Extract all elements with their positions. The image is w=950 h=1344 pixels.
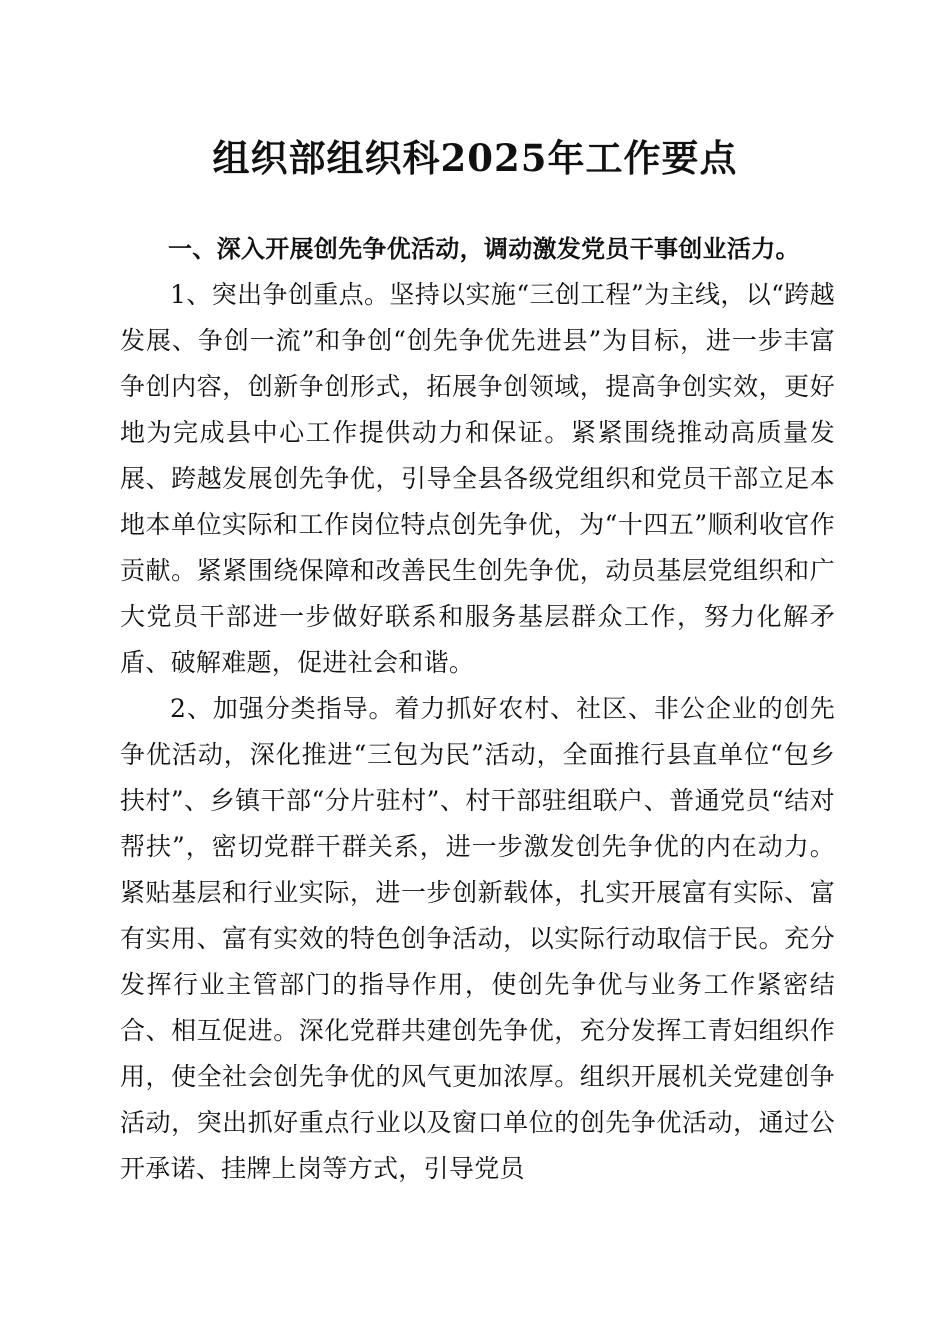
document-body [120,226,835,1192]
document-title: 组织部组织科2025年工作要点 [212,136,738,180]
section-heading: 一、深入开展创先争优活动，调动激发党员干事创业活力。 [168,235,800,263]
body-paragraph: 2、加强分类指导。着力抓好农村、社区、非公企业的创先争优活动，深化推进“三包为民”活动，全面推行县直单位“包乡扶村”、乡镇干部“分片驻村”、村干部驻组联户、普通党员“结对帮扶”，密切党群干群关系，进一步激发创先争优的内在动力。紧贴基层和行业实际，进一步创新载体，扎实开展富有实际、富有实用、富有实效的特色创争活动，以实际行动取信于民。充分发挥行业主管部门的指导作用，使创先争优与业务工作紧密结合、相互促进。深化党群共建创先争优，充分发挥工青妇组织作用，使全社会创先争优的风气更加浓厚。组织开展机关党建创争活动，突出抓好重点行业以及窗口单位的创先争优活动，通过公开承诺、挂牌上岗等方式，引导党员 [120,694,835,1183]
body-paragraph: 1、突出争创重点。坚持以实施“三创工程”为主线，以“跨越发展、争创一流”和争创“创先争优先进县”为目标，进一步丰富争创内容，创新争创形式，拓展争创领域，提高争创实效，更好地为完成县中心工作提供动力和保证。紧紧围绕推动高质量发展、跨越发展创先争优，引导全县各级党组织和党员干部立足本地本单位实际和工作岗位特点创先争优，为“十四五”顺利收官作贡献。紧紧围绕保障和改善民生创先争优，动员基层党组织和广大党员干部进一步做好联系和服务基层群众工作，努力化解矛盾、破解难题，促进社会和谐。 [120,280,835,677]
